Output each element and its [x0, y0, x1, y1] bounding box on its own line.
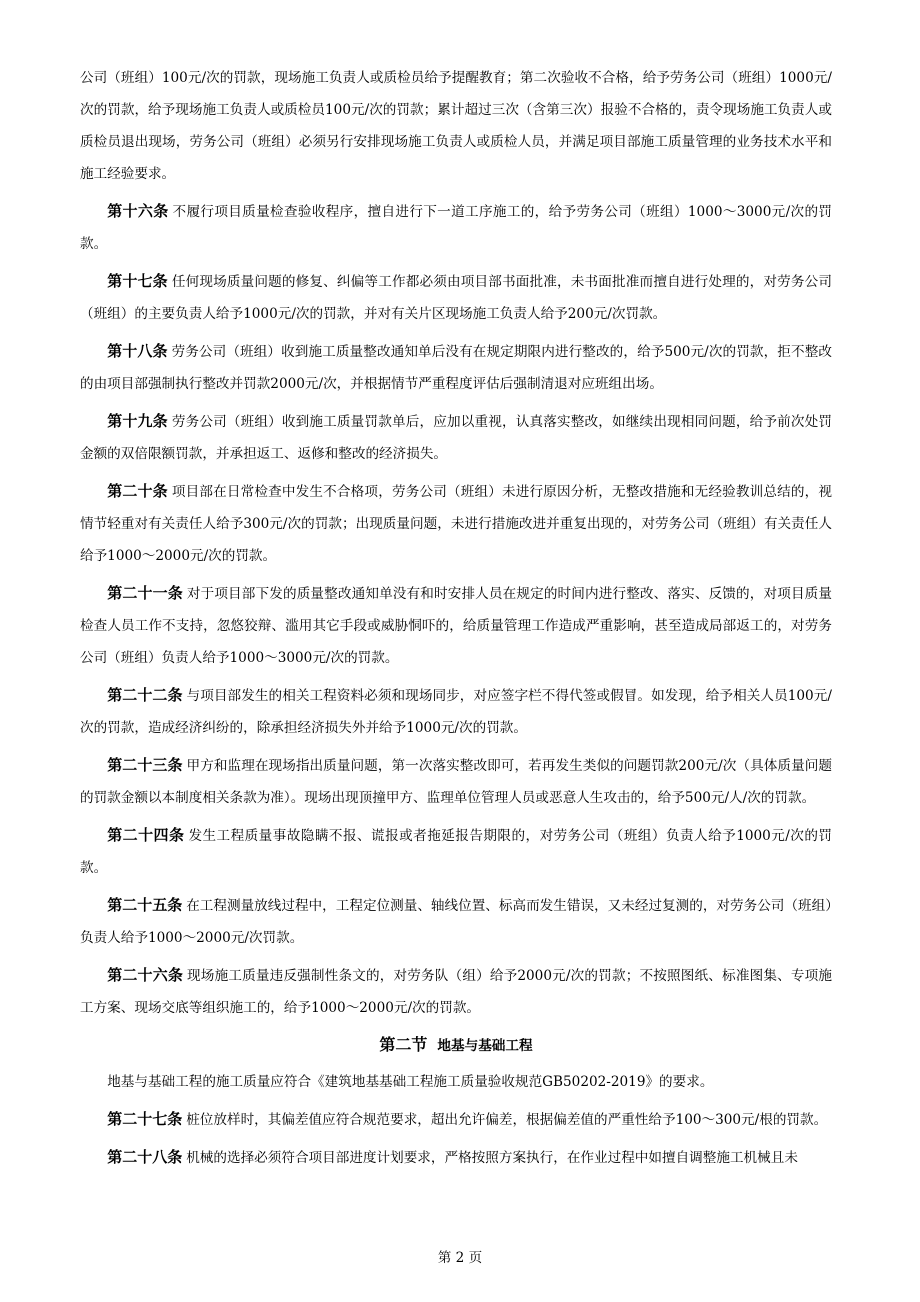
article-16: [80, 195, 832, 260]
article-number: 第二十一条: [107, 584, 183, 602]
section-intro: [80, 1066, 832, 1098]
article-23: [80, 749, 832, 814]
article-text: 发生工程质量事故隐瞒不报、谎报或者拖延报告期限的，对劳务公司（班组）负责人给予1000元/次的罚款。: [80, 828, 832, 876]
article-text: 劳务公司（班组）收到施工质量整改通知单后没有在规定期限内进行整改的，给予500元/次的罚款，拒不整改的由项目部强制执行整改并罚款2000元/次，并根据情节严重程度评估后强制清退对应班组出场。: [80, 344, 832, 392]
article-17: [80, 265, 832, 330]
article-text: 任何现场质量问题的修复、纠偏等工作都必须由项目部书面批准，未书面批准而擅自进行处理的，对劳务公司（班组）的主要负责人给予1000元/次的罚款，并对有关片区现场施工负责人给予200元/次罚款。: [80, 274, 832, 322]
article-number: 第二十八条: [107, 1148, 183, 1166]
article-text: 现场施工质量违反强制性条文的，对劳务队（组）给予2000元/次的罚款；不按照图纸、标准图集、专项施工方案、现场交底等组织施工的，给予1000～2000元/次的罚款。: [80, 968, 832, 1016]
article-18: [80, 335, 832, 400]
article-text: 机械的选择必须符合项目部进度计划要求，严格按照方案执行，在作业过程中如擅自调整施工机械且未: [186, 1150, 798, 1166]
article-24: [80, 819, 832, 884]
page-number: 第 2 页: [437, 1250, 483, 1266]
paragraph-text: 地基与基础工程的施工质量应符合《建筑地基基础工程施工质量验收规范GB50202-2019》的要求。: [107, 1074, 714, 1090]
article-number: 第十九条: [107, 412, 168, 430]
article-text: 不履行项目质量检查验收程序，擅自进行下一道工序施工的，给予劳务公司（班组）1000～3000元/次的罚款。: [80, 204, 832, 252]
article-text: 与项目部发生的相关工程资料必须和现场同步，对应签字栏不得代签或假冒。如发现，给予相关人员100元/次的罚款，造成经济纠纷的，除承担经济损失外并给予1000元/次的罚款。: [80, 688, 832, 736]
article-text: 桩位放样时，其偏差值应符合规范要求，超出允许偏差，根据偏差值的严重性给予100～300元/根的罚款。: [186, 1112, 828, 1128]
paragraph-continued: [80, 62, 832, 190]
article-number: 第二十三条: [107, 756, 183, 774]
article-text: 对于项目部下发的质量整改通知单没有和时安排人员在规定的时间内进行整改、落实、反馈的，对项目质量检查人员工作不支持，忽悠狡辩、滥用其它手段或威胁恫吓的，给质量管理工作造成严重影响，甚至造成局部返工的，对劳务公司（班组）负责人给予1000～3000元/次的罚款。: [80, 586, 832, 666]
article-number: 第二十五条: [107, 896, 183, 914]
paragraph-text: 公司（班组）100元/次的罚款，现场施工负责人或质检员给予提醒教育；第二次验收不合格，给予劳务公司（班组）1000元/次的罚款，给予现场施工负责人或质检员100元/次的罚款；累计超过三次（含第三次）报验不合格的，责令现场施工负责人或质检员退出现场，劳务公司（班组）必须另行安排现场施工负责人或质检人员，并满足项目部施工质量管理的业务技术水平和施工经验要求。: [80, 70, 832, 182]
article-21: [80, 577, 832, 674]
section-heading: [80, 1029, 832, 1062]
article-number: 第二十二条: [107, 686, 183, 704]
article-20: [80, 475, 832, 572]
article-number: 第二十七条: [107, 1110, 183, 1128]
article-number: 第二十四条: [107, 826, 185, 844]
article-25: [80, 889, 832, 954]
article-number: 第十七条: [107, 272, 168, 290]
article-28: [80, 1141, 832, 1174]
article-text: 在工程测量放线过程中，工程定位测量、轴线位置、标高而发生错误，又未经过复测的，对劳务公司（班组）负责人给予1000～2000元/次罚款。: [80, 898, 832, 946]
article-26: [80, 959, 832, 1024]
article-number: 第二十条: [107, 482, 168, 500]
section-number: 第二节: [379, 1035, 428, 1054]
article-text: 项目部在日常检查中发生不合格项，劳务公司（班组）未进行原因分析，无整改措施和无经验教训总结的，视情节轻重对有关责任人给予300元/次的罚款；出现质量问题，未进行措施改进并重复出现的，对劳务公司（班组）有关责任人给予1000～2000元/次的罚款。: [80, 484, 832, 564]
article-22: [80, 679, 832, 744]
article-27: [80, 1103, 832, 1136]
article-number: 第十八条: [107, 342, 168, 360]
article-text: 劳务公司（班组）收到施工质量罚款单后，应加以重视，认真落实整改，如继续出现相同问题，给予前次处罚金额的双倍限额罚款，并承担返工、返修和整改的经济损失。: [80, 414, 832, 462]
article-19: [80, 405, 832, 470]
article-text: 甲方和监理在现场指出质量问题，第一次落实整改即可，若再发生类似的问题罚款200元/次（具体质量问题的罚款金额以本制度相关条款为准）。现场出现顶撞甲方、监理单位管理人员或恶意人生攻击的，给予500元/人/次的罚款。: [80, 758, 832, 806]
section-name: 地基与基础工程: [437, 1038, 533, 1054]
document-page: [80, 62, 832, 1179]
article-number: 第十六条: [107, 202, 169, 220]
article-number: 第二十六条: [107, 966, 184, 984]
